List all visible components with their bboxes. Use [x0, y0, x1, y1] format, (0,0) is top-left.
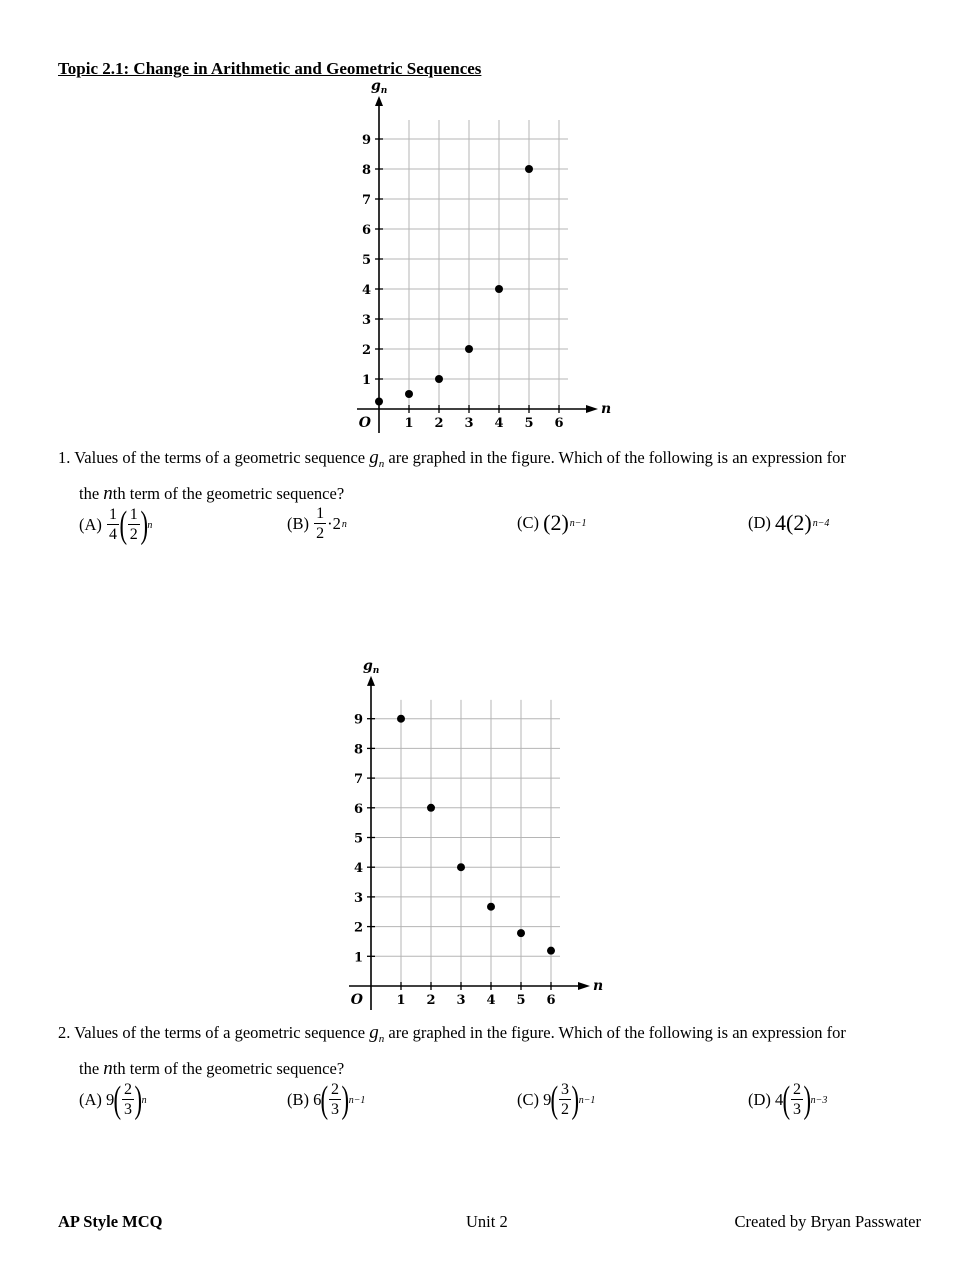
x-tick-label: 4 — [494, 416, 504, 431]
footer-center: Unit 2 — [466, 1212, 508, 1231]
data-point — [375, 398, 383, 406]
y-tick-label: 9 — [361, 133, 371, 148]
data-point — [487, 903, 495, 911]
y-tick-label: 1 — [353, 950, 363, 966]
footer-right: Created by Bryan Passwater — [734, 1212, 921, 1231]
q1-choice-c[interactable]: (C) ( 2 ) n−1 — [517, 510, 587, 535]
x-tick-label: 4 — [486, 993, 496, 1008]
origin-label: O — [350, 992, 363, 1008]
question-2-line-2: the nth term of the geometric sequence? — [79, 1058, 345, 1079]
data-point — [405, 390, 413, 398]
chart-1 — [340, 78, 612, 435]
x-tick-label: 5 — [516, 993, 526, 1008]
q2-choice-d[interactable]: (D) 4 ( $\frac{2}{3}$ ) n−3 — [748, 1079, 828, 1121]
question-1-line-1: 1. Values of the terms of a geometric sequence $g_n$ are graphed in the figure. Which of the following is an expression for — [58, 447, 846, 470]
y-tick-label: 8 — [361, 163, 371, 178]
data-point — [495, 285, 503, 293]
data-point — [457, 863, 465, 871]
x-axis-label: n — [601, 401, 612, 417]
data-point — [465, 345, 473, 353]
q1-choice-a[interactable]: (A) $\frac{1}{4}$ ( $\frac{1}{2}$ ) n — [79, 504, 153, 546]
page-title: Topic 2.1: Change in Arithmetic and Geometric Sequences — [58, 59, 482, 78]
y-tick-label: 2 — [361, 343, 371, 358]
question-1 — [58, 443, 928, 508]
y-tick-label: 2 — [353, 920, 363, 936]
x-axis-label: n — [593, 978, 604, 994]
data-point — [397, 715, 405, 723]
x-axis-arrow — [578, 982, 590, 990]
data-point — [517, 929, 525, 937]
chart-2 — [330, 657, 604, 1010]
q2-choice-b[interactable]: (B) 6 ( $\frac{2}{3}$ ) n−1 — [287, 1079, 366, 1121]
footer-left: AP Style MCQ — [58, 1212, 163, 1231]
y-axis-label: $g_n$ — [371, 78, 388, 96]
y-axis-arrow — [367, 676, 375, 686]
y-tick-label: 4 — [353, 861, 363, 877]
y-axis-label-subscript: n — [372, 665, 380, 676]
sequence-variable: g — [369, 1022, 379, 1043]
data-point — [547, 947, 555, 955]
x-tick-label: 3 — [456, 993, 466, 1008]
y-tick-label: 5 — [361, 253, 371, 268]
question-2-line-1: 2. Values of the terms of a geometric sequence $g_n$ are graphed in the figure. Which of the following is an expression for — [58, 1022, 846, 1045]
grid — [379, 120, 568, 409]
x-tick-label: 3 — [464, 416, 474, 431]
x-tick-label: 1 — [404, 416, 414, 431]
question-2 — [58, 1018, 928, 1083]
q2-choice-c[interactable]: (C) 9 ( $\frac{3}{2}$ ) n−1 — [517, 1079, 596, 1121]
y-tick-label: 6 — [361, 223, 371, 238]
x-tick-label: 6 — [546, 993, 556, 1008]
y-axis-label-subscript: n — [380, 86, 388, 96]
x-axis-arrow — [586, 405, 598, 413]
sequence-variable: g — [369, 447, 379, 468]
origin-label: O — [358, 415, 371, 431]
y-tick-label: 8 — [353, 742, 363, 758]
data-point — [427, 804, 435, 812]
y-tick-label: 4 — [361, 283, 371, 298]
y-tick-label: 3 — [353, 890, 363, 906]
y-tick-label: 9 — [353, 712, 363, 728]
question-1-line-2: the nth term of the geometric sequence? — [79, 483, 345, 504]
x-tick-label: 2 — [434, 416, 444, 431]
x-tick-label: 1 — [396, 993, 406, 1008]
y-tick-label: 3 — [361, 313, 371, 328]
grid — [371, 700, 560, 986]
q1-choice-d[interactable]: (D) 4 ( 2 ) n−4 — [748, 510, 830, 535]
x-tick-label: 5 — [524, 416, 534, 431]
y-axis-label: $g_n$ — [363, 657, 380, 676]
y-tick-label: 5 — [353, 831, 363, 847]
data-point — [435, 375, 443, 383]
y-tick-label: 6 — [353, 801, 363, 817]
y-tick-label: 7 — [361, 193, 371, 208]
data-point — [525, 165, 533, 173]
y-axis-arrow — [375, 96, 383, 106]
y-tick-label: 1 — [361, 373, 371, 388]
q1-choice-b[interactable]: (B) $\frac{1}{2}$ · 2 n — [287, 505, 347, 542]
x-tick-label: 6 — [554, 416, 564, 431]
y-tick-label: 7 — [353, 772, 363, 788]
x-tick-label: 2 — [426, 993, 436, 1008]
q2-choice-a[interactable]: (A) 9 ( $\frac{2}{3}$ ) n — [79, 1079, 147, 1121]
